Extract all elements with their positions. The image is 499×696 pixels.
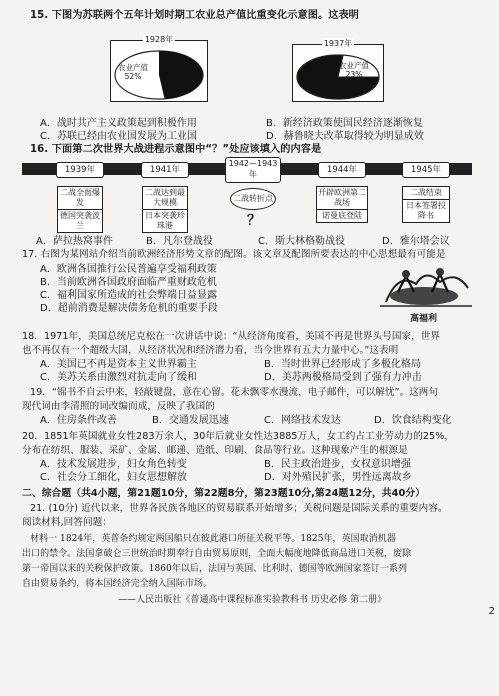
- pie-1928-year: 1928年: [144, 35, 174, 44]
- q19-option-b: B．交通发展迅速: [152, 415, 229, 426]
- ww2-box-1944: [316, 186, 368, 223]
- q19-option-c: C．网络技术发达: [264, 415, 341, 426]
- ww2-box-1941-bottom: 日本突袭珍珠港: [145, 211, 185, 230]
- q16-option-b: B．凡尔登战役: [146, 236, 213, 247]
- q15-options-row2: [40, 131, 424, 143]
- q18-option-d: D．美苏两极格局受到了强有力冲击: [264, 372, 422, 383]
- ww2-box-1945-top: 二战结束: [410, 188, 442, 197]
- year-1945: 1945年: [402, 162, 450, 178]
- year-1939: 1939年: [56, 162, 104, 178]
- q16-option-d: D．雅尔塔会议: [382, 236, 450, 247]
- q16-options: [36, 236, 450, 248]
- ww2-box-1941: [142, 186, 188, 233]
- q20-stem-1: 20．1851年英国就业女性283万余人，30年后就业女性达3885万人，女工约占工业劳动力的25%，: [22, 431, 455, 442]
- pie-1928-frame: [110, 35, 208, 102]
- q20-option-c: C．社会分工细化，妇女思想解放: [40, 472, 187, 483]
- q21-material-4: 自由贸易条约，将本国经济完全纳入国际市场。: [22, 579, 213, 589]
- q21-stem-2: 阅读材料,回答问题：: [22, 517, 112, 528]
- q18-stem-2: 也不再仅有一个超级大国，从经济状况和经济潜力看，当今世界有五大力量中心。”这表明: [22, 345, 399, 356]
- q15-option-c: C．苏联已经由农业国发展为工业国: [40, 131, 197, 142]
- ww2-box-1942-top: 二战转折点: [230, 188, 276, 210]
- ww2-box-1945-bottom: 日本签署投降书: [403, 199, 449, 222]
- q17-option-c: C．福利国家所造成的社会弊端日益显露: [40, 290, 217, 301]
- pie-1937-frame: [292, 39, 384, 102]
- ww2-box-1944-top: 开辟欧洲第二战场: [318, 188, 366, 207]
- year-1942-1943: 1942—1943年: [225, 157, 281, 183]
- q16-option-a: A．萨拉热窝事件: [36, 236, 113, 247]
- q19-stem-2: 现代词由李清照的词改编而成，反映了我国的: [22, 401, 215, 412]
- q21-material-2: 出口的禁令。法国拿破仑三世统治时期奉行自由贸易原则，全面大幅度地降低商品进口关税，废除: [22, 549, 412, 559]
- q18-option-a: A．美国已不再是资本主义世界霸主: [40, 359, 197, 370]
- year-1944: 1944年: [318, 162, 366, 178]
- ww2-box-1939-bottom: 德国突袭波兰: [60, 211, 100, 230]
- q19-option-a: A．住房条件改善: [40, 415, 117, 426]
- q21-material-1: 材料一 1824年，英普条约规定两国船只在彼此港口所征关税平等。1825年，英国取消机器: [30, 534, 396, 544]
- page-marker: 2: [488, 606, 495, 617]
- q18-option-c: C．美苏关系由激烈对抗走向了缓和: [40, 372, 197, 383]
- pie-1937-label: 农业产值23%: [339, 61, 369, 79]
- ww2-box-1945: [402, 186, 450, 223]
- pie-1937-year: 1937年: [323, 39, 353, 48]
- ww2-box-1944-bottom: 诺曼底登陆: [317, 209, 367, 222]
- q15-option-d: D．赫鲁晓夫改革取得较为明显成效: [266, 131, 424, 142]
- q20-stem-2: 分布在纺织、服装、采矿、金属、邮递、造纸、印刷、食品等行业。这种现象产生的根源是: [22, 445, 408, 456]
- q21-source: ——人民出版社《普通高中课程标准实验教科书 历史必修 第二册》: [118, 595, 387, 605]
- ww2-box-1942-question: ？: [247, 213, 261, 229]
- q16-stem: 16. 下面第二次世界大战进程示意图中“？”处应该填入的内容是: [30, 144, 322, 155]
- q20-option-a: A．技术发展进步，妇女角色转变: [40, 459, 187, 470]
- q19-stem-1: 19．“锦书不自云中来，轻敲键盘，意在心留。花未飘零水漫流，电子邮件，可以解忧”。这两句: [30, 387, 439, 398]
- q20-options-row2: [40, 472, 412, 484]
- year-1941: 1941年: [141, 162, 189, 178]
- q18-options-row1: [40, 359, 421, 371]
- q20-options-row1: [40, 459, 411, 471]
- q15-option-a: A．战时共产主义政策起到积极作用: [40, 118, 197, 129]
- q18-options-row2: [40, 372, 422, 384]
- q18-stem-1: 18．1971年，美国总统尼克松在一次讲话中说：“从经济角度看，美国不再是世界头号国家，世界: [22, 331, 441, 342]
- q17-stem: 17. 右图为某网站介绍当前欧洲经济形势文章的配图。该文章及配图所要表达的中心思想最有可能是: [22, 249, 446, 260]
- q21-stem-1: 21. (10分) 近代以来，世界各民族各地区的贸易联系开始增多；关税问题是国际关系的重要内容。: [30, 503, 448, 514]
- q19-options: [40, 415, 452, 427]
- pie-1928-label: 农业产值52%: [118, 63, 148, 81]
- q15-options: [40, 118, 423, 130]
- q17-option-d: D．超前消费是解决债务危机的重要手段: [40, 303, 218, 314]
- ww2-box-1941-top: 二战达到最大规模: [145, 188, 185, 207]
- q17-option-b: B．当前欧洲各国政府面临严重财政危机: [40, 277, 217, 288]
- q18-option-b: B．当时世界已经形成了多极化格局: [264, 359, 421, 370]
- q17-option-a: A．欧洲各国推行公民普遍享受福利政策: [40, 264, 217, 275]
- q19-option-d: D．饮食结构变化: [374, 415, 452, 426]
- q15-option-b: B．新经济政策使国民经济逐渐恢复: [266, 118, 423, 129]
- ww2-box-1939-top: 二战全面爆发: [60, 188, 100, 207]
- pie-1928-industry-slice: [159, 51, 203, 99]
- q15-stem: 15. 下图为苏联两个五年计划时期工农业总产值比重变化示意图。这表明: [30, 10, 359, 21]
- cartoon-caption: 高福利: [410, 314, 438, 324]
- ww2-box-1939: [57, 186, 103, 233]
- section-2-title: 二、综合题（共4小题，第21题10分，第22题8分，第23题10分,第24题12分，共40分）: [22, 488, 426, 499]
- q21-material-3: 第一帝国以来的关税保护政策。1860年以后，法国与英国、比利时、德国等欧洲国家签订一系列: [22, 564, 408, 574]
- welfare-cartoon: [376, 262, 476, 310]
- q20-option-d: D．对外殖民扩张，男性远离故乡: [264, 472, 412, 483]
- pie-1937-chart: [293, 45, 383, 101]
- q20-option-b: B．民主政治进步，女权意识增强: [264, 459, 411, 470]
- q16-option-c: C．斯大林格勒战役: [258, 236, 345, 247]
